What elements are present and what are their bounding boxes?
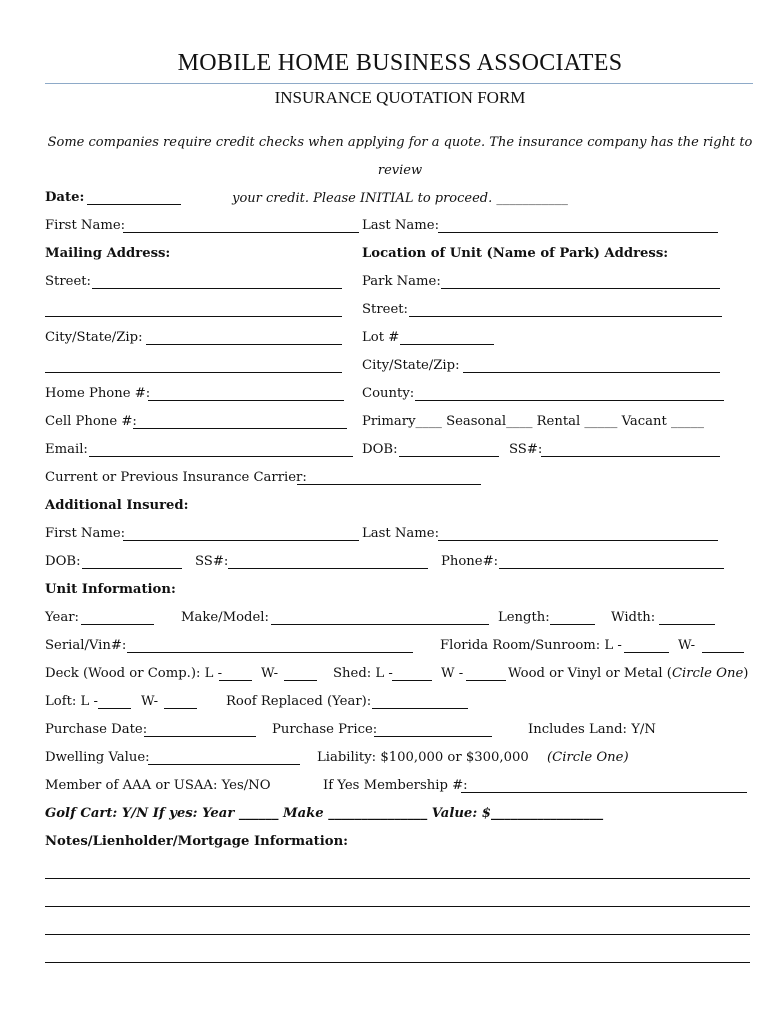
city-state-zip-field[interactable] — [146, 344, 342, 345]
additional-dob-label: DOB: — [45, 554, 81, 569]
location-city-field[interactable] — [463, 372, 720, 373]
shed-material-options[interactable] — [508, 666, 748, 682]
shed-length-field[interactable] — [392, 680, 432, 681]
notice-line-1: Some companies require credit checks when applying for a quote. The insurance company has the right to review — [47, 135, 753, 178]
dob-field[interactable] — [399, 456, 499, 457]
date-label: Date: — [45, 190, 85, 205]
shed-width-field[interactable] — [466, 680, 506, 681]
usage-type-options[interactable]: Primary____ Seasonal____ Rental _____ Vacant _____ — [362, 414, 704, 429]
insurance-carrier-field[interactable] — [297, 484, 481, 485]
loft-label: Loft: L - — [45, 694, 98, 709]
notes-line[interactable] — [45, 934, 750, 935]
serial-vin-field[interactable] — [127, 652, 413, 653]
roof-replaced-field[interactable] — [372, 708, 468, 709]
purchase-price-field[interactable] — [374, 736, 492, 737]
location-street-label: Street: — [362, 302, 408, 317]
membership-number-label: If Yes Membership #: — [323, 778, 468, 793]
park-name-label: Park Name: — [362, 274, 441, 289]
close-paren: ) — [743, 666, 749, 681]
florida-room-width-field[interactable] — [702, 652, 744, 653]
first-name-field[interactable] — [123, 232, 359, 233]
street-label: Street: — [45, 274, 91, 289]
last-name-field[interactable] — [438, 232, 718, 233]
page-title: MOBILE HOME BUSINESS ASSOCIATES — [177, 50, 623, 76]
date-field[interactable] — [87, 204, 181, 205]
additional-ss-field[interactable] — [228, 568, 428, 569]
credit-check-notice — [45, 129, 755, 213]
width-field[interactable] — [659, 624, 715, 625]
additional-first-name-label: First Name: — [45, 526, 126, 541]
county-field[interactable] — [415, 400, 724, 401]
serial-vin-label: Serial/Vin#: — [45, 638, 127, 653]
deck-label: Deck (Wood or Comp.): L - — [45, 666, 223, 681]
membership-option[interactable]: Member of AAA or USAA: Yes/NO — [45, 778, 271, 793]
dwelling-value-field[interactable] — [148, 764, 300, 765]
year-field[interactable] — [81, 624, 154, 625]
insurance-carrier-label: Current or Previous Insurance Carrier: — [45, 470, 307, 485]
notes-line[interactable] — [45, 962, 750, 963]
make-model-label: Make/Model: — [181, 610, 269, 625]
cell-phone-field[interactable] — [133, 428, 347, 429]
lot-label: Lot # — [362, 330, 400, 345]
unit-information-heading: Unit Information: — [45, 582, 176, 597]
deck-width-field[interactable] — [284, 680, 317, 681]
form-subtitle: INSURANCE QUOTATION FORM — [274, 88, 526, 107]
liability-circle-note: (Circle One) — [547, 750, 629, 765]
mailing-address-heading: Mailing Address: — [45, 246, 171, 261]
dob-label: DOB: — [362, 442, 398, 457]
city-state-zip-label: City/State/Zip: — [45, 330, 143, 345]
additional-dob-field[interactable] — [82, 568, 182, 569]
purchase-price-label: Purchase Price: — [272, 722, 378, 737]
additional-ss-label: SS#: — [195, 554, 229, 569]
ss-field[interactable] — [541, 456, 720, 457]
county-label: County: — [362, 386, 415, 401]
florida-room-label: Florida Room/Sunroom: L - — [440, 638, 622, 653]
length-field[interactable] — [550, 624, 595, 625]
park-name-field[interactable] — [441, 288, 720, 289]
purchase-date-label: Purchase Date: — [45, 722, 148, 737]
liability-options[interactable]: Liability: $100,000 or $300,000 — [317, 750, 529, 765]
cell-phone-label: Cell Phone #: — [45, 414, 137, 429]
city-line-2-field[interactable] — [45, 372, 342, 373]
notes-heading: Notes/Lienholder/Mortgage Information: — [45, 834, 349, 849]
year-label: Year: — [45, 610, 79, 625]
email-label: Email: — [45, 442, 88, 457]
additional-last-name-label: Last Name: — [362, 526, 440, 541]
includes-land-option[interactable]: Includes Land: Y/N — [528, 722, 656, 737]
ss-label: SS#: — [509, 442, 543, 457]
roof-replaced-label: Roof Replaced (Year): — [226, 694, 372, 709]
width-label: Width: — [611, 610, 656, 625]
title-divider — [45, 83, 753, 84]
shed-label: Shed: L - — [333, 666, 393, 681]
home-phone-field[interactable] — [148, 400, 344, 401]
additional-insured-heading: Additional Insured: — [45, 498, 189, 513]
length-label: Length: — [498, 610, 550, 625]
shed-material-text: Wood or Vinyl or Metal ( — [508, 666, 672, 681]
golf-cart-line[interactable]: Golf Cart: Y/N If yes: Year ______ Make _______________ Value: $_________________ — [45, 806, 604, 821]
street-line-2-field[interactable] — [45, 316, 342, 317]
deck-length-field[interactable] — [219, 680, 252, 681]
additional-phone-label: Phone#: — [441, 554, 499, 569]
lot-field[interactable] — [400, 344, 494, 345]
email-field[interactable] — [89, 456, 353, 457]
florida-room-length-field[interactable] — [624, 652, 669, 653]
location-address-heading: Location of Unit (Name of Park) Address: — [362, 246, 669, 261]
purchase-date-field[interactable] — [144, 736, 256, 737]
additional-phone-field[interactable] — [499, 568, 724, 569]
loft-width-label: W- — [141, 694, 159, 709]
notice-line-2: your credit. Please INITIAL to proceed. ___________ — [232, 191, 568, 206]
notes-line[interactable] — [45, 878, 750, 879]
street-field[interactable] — [92, 288, 342, 289]
location-street-field[interactable] — [409, 316, 722, 317]
make-model-field[interactable] — [271, 624, 489, 625]
notes-line[interactable] — [45, 906, 750, 907]
dwelling-value-label: Dwelling Value: — [45, 750, 150, 765]
deck-width-label: W- — [261, 666, 279, 681]
shed-width-label: W - — [441, 666, 464, 681]
loft-length-field[interactable] — [98, 708, 131, 709]
first-name-label: First Name: — [45, 218, 126, 233]
loft-width-field[interactable] — [164, 708, 197, 709]
circle-one-note: Circle One — [671, 666, 744, 681]
home-phone-label: Home Phone #: — [45, 386, 151, 401]
last-name-label: Last Name: — [362, 218, 440, 233]
additional-last-name-field[interactable] — [438, 540, 718, 541]
additional-first-name-field[interactable] — [123, 540, 359, 541]
membership-number-field[interactable] — [461, 792, 747, 793]
location-city-label: City/State/Zip: — [362, 358, 460, 373]
florida-room-width-label: W- — [678, 638, 696, 653]
